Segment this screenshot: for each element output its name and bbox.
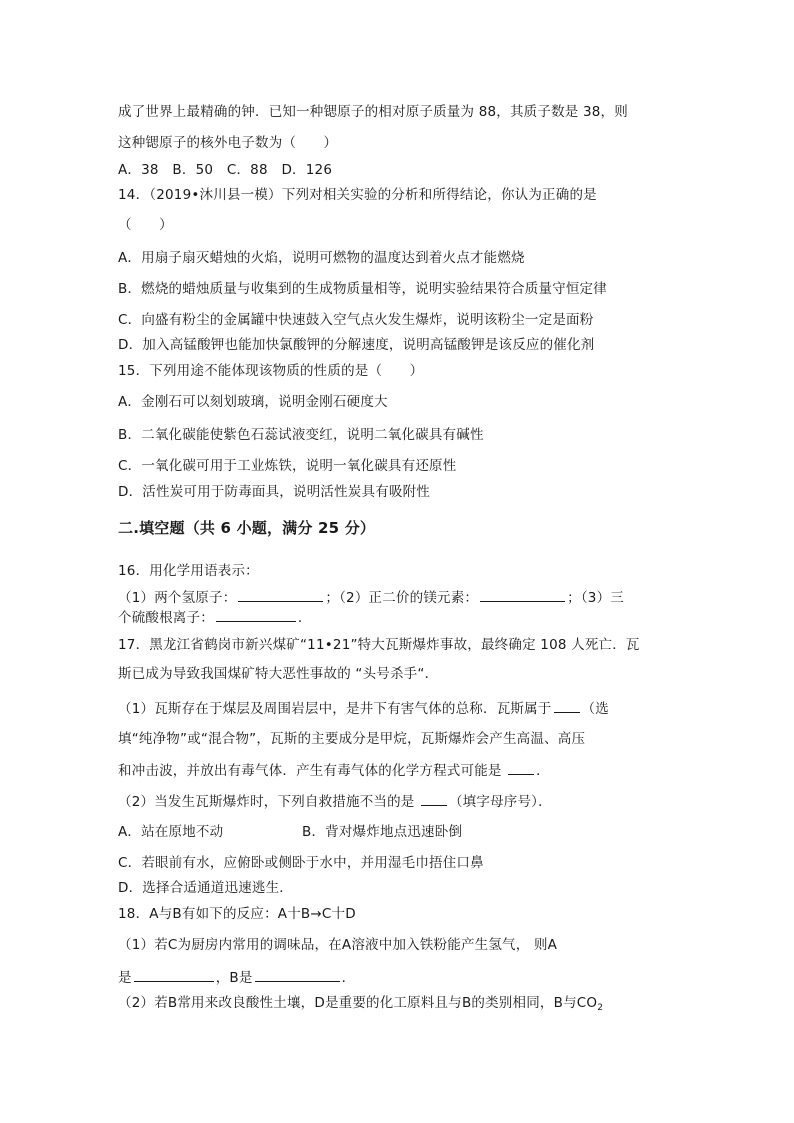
question-18-stem: 18．A与B有如下的反应：A十B→C十D bbox=[118, 906, 356, 922]
answer-blank[interactable] bbox=[480, 588, 565, 602]
text-line: 斯已成为导致我国煤矿特大恶性事故的 “头号杀手“． bbox=[118, 666, 439, 682]
text-segment: （1）两个氢原子： bbox=[118, 590, 237, 606]
option-a: A．金刚石可以刻划玻璃，说明金刚石硬度大 bbox=[118, 394, 388, 410]
text-segment: ． bbox=[297, 610, 312, 626]
text-line: （ ） bbox=[118, 217, 173, 233]
answer-blank[interactable] bbox=[554, 699, 580, 713]
text-line bbox=[118, 608, 312, 627]
subscript: 2 bbox=[597, 1003, 604, 1013]
text-segment: 个硫酸根离子： bbox=[118, 610, 214, 626]
text-segment: ；（3）三 bbox=[567, 590, 624, 606]
text-line bbox=[118, 699, 609, 718]
text-line: 填“纯净物”或“混合物”，瓦斯的主要成分是甲烷，瓦斯爆炸会产生高温、高压 bbox=[118, 731, 586, 747]
text-line: 成了世界上最精确的钟．已知一种锶原子的相对原子质量为 88，其质子数是 38，则 bbox=[118, 104, 628, 120]
answer-blank[interactable] bbox=[508, 761, 534, 775]
text-segment: ，B是 bbox=[215, 970, 253, 986]
text-segment: ；（2）正二价的镁元素： bbox=[325, 590, 479, 606]
text-segment: （2）若B常用来改良酸性土壤，D是重要的化工原料且与B的类别相同，B与CO bbox=[118, 995, 598, 1011]
text-line bbox=[118, 994, 603, 1017]
option-b: B．背对爆炸地点迅速卧倒 bbox=[302, 824, 463, 840]
option-b: B．二氧化碳能使紫色石蕊试液变红，说明二氧化碳具有碱性 bbox=[118, 427, 484, 443]
text-line bbox=[118, 588, 624, 607]
text-segment: ． bbox=[536, 763, 550, 779]
text-segment: （2）当发生瓦斯爆炸时，下列自救措施不当的是 bbox=[118, 794, 419, 810]
question-15-stem: 15．下列用途不能体现该物质的性质的是（ ） bbox=[118, 363, 424, 379]
option-b: B．燃烧的蜡烛质量与收集到的生成物质量相等，说明实验结果符合质量守恒定律 bbox=[118, 281, 607, 297]
text-line bbox=[118, 968, 355, 987]
text-segment: 是 bbox=[118, 970, 132, 986]
answer-blank[interactable] bbox=[216, 608, 296, 622]
text-segment: 和冲击波，并放出有毒气体．产生有毒气体的化学方程式可能是 bbox=[118, 763, 507, 779]
text-line: 这种锶原子的核外电子数为（ ） bbox=[118, 135, 338, 151]
text-segment: ． bbox=[341, 970, 356, 986]
text-line bbox=[118, 792, 552, 811]
text-segment: （填字母序号）． bbox=[448, 794, 552, 810]
answer-blank[interactable] bbox=[238, 588, 323, 602]
text-line: （1）若C为厨房内常用的调味品，在A溶液中加入铁粉能产生氢气， 则A bbox=[118, 937, 558, 953]
option-c: C．若眼前有水，应俯卧或侧卧于水中，并用湿毛巾捂住口鼻 bbox=[118, 855, 484, 871]
option-d: D．加入高锰酸钾也能加快氯酸钾的分解速度，说明高锰酸钾是该反应的催化剂 bbox=[118, 337, 595, 353]
option-d: D．活性炭可用于防毒面具，说明活性炭具有吸附性 bbox=[118, 484, 430, 500]
answer-blank[interactable] bbox=[421, 792, 447, 806]
section-heading: 二.填空题（共 6 小题，满分 25 分） bbox=[118, 519, 376, 537]
question-14-stem: 14．（2019•沐川县一模）下列对相关实验的分析和所得结论，你认为正确的是 bbox=[118, 187, 597, 203]
text-line bbox=[118, 761, 550, 780]
option-a: A．站在原地不动 bbox=[118, 824, 224, 840]
question-13-options: A．38 B．50 C．88 D．126 bbox=[118, 162, 333, 178]
option-a: A．用扇子扇灭蜡烛的火焰，说明可燃物的温度达到着火点才能燃烧 bbox=[118, 250, 525, 266]
text-segment: （选 bbox=[581, 701, 609, 717]
question-17-stem: 17．黑龙江省鹤岗市新兴煤矿“11•21”特大瓦斯爆炸事故，最终确定 108 人死亡．瓦 bbox=[118, 637, 640, 653]
option-c: C．向盛有粉尘的金属罐中快速鼓入空气点火发生爆炸，说明该粉尘一定是面粉 bbox=[118, 312, 594, 328]
question-16-stem: 16．用化学用语表示： bbox=[118, 563, 259, 579]
answer-blank[interactable] bbox=[134, 968, 214, 982]
text-segment: （1）瓦斯存在于煤层及周围岩层中，是井下有害气体的总称．瓦斯属于 bbox=[118, 701, 552, 717]
answer-blank[interactable] bbox=[255, 968, 340, 982]
option-d: D．选择合适通道迅速逃生． bbox=[118, 880, 293, 896]
option-c: C．一氧化碳可用于工业炼铁，说明一氧化碳具有还原性 bbox=[118, 458, 457, 474]
